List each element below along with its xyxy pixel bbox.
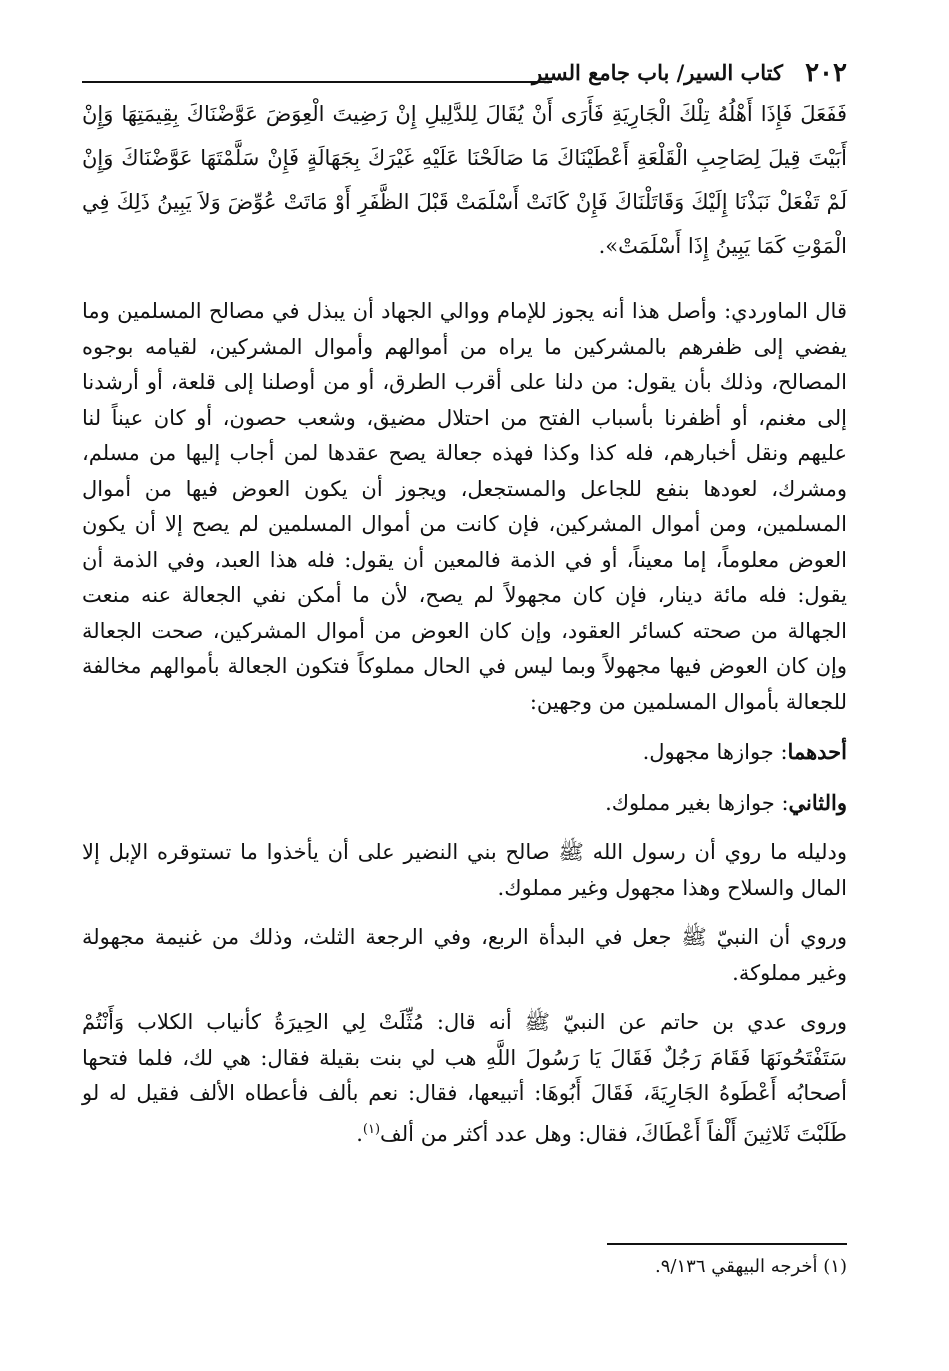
book-page: [82, 56, 847, 1336]
point-second-term: والثاني: [788, 789, 847, 815]
point-second-text: : جوازها بغير مملوك.: [605, 790, 789, 815]
page-header: [82, 56, 847, 90]
paragraph-end-dot: .: [356, 1121, 363, 1146]
running-title: كتاب السير/ باب جامع السير: [531, 60, 783, 85]
point-second: [82, 785, 847, 822]
footnote-rule: [607, 1243, 847, 1245]
point-first-term: أحدهما: [787, 739, 847, 764]
paragraph-evidence-adi-text: وروى عدي بن حاتم عن النبيّ ﷺ أنه قال: مُثِّلَتْ لِي الحِيرَةُ كأنياب الكلاب وَأَنْتُمْ سَتَفْتَحُونَهَا فَقَامَ رَجُلٌ فَقَالَ يَا رَسُولَ اللَّهِ هب لي بنت بقيلة فقال: هي لك، فلما فتحها أصحابُه أَعْطَوهُ الجَارِيَةَ، فَقَالَ أَبُوهَا: أتبيعها، فقال: نعم بألف فأعطاه الألف فقيل له لو طَلَبْتَ ثَلاثِينَ أَلْفاً أَعْطَاكَ، فقال: وهل عدد أكثر من ألف: [82, 1010, 847, 1146]
paragraph-evidence-nadir: ودليله ما روي أن رسول الله ﷺ صالح بني النضير على أن يأخذوا ما تستوقره الإبل إلا المال والسلاح وهذا مجهول وغير مملوك.: [82, 840, 847, 900]
paragraph-evidence-adi: [82, 1005, 847, 1152]
point-first: [82, 734, 847, 771]
hadith-quote: فَفَعَلَ فَإِذَا أَهْلُهُ تِلْكَ الْجَارِيَةِ فَأَرَى أَنْ يُقَالَ لِلدَّلِيلِ إِنْ رَضِيتَ الْعِوَضَ عَوَّضْنَاكَ بِقِيمَتِهَا وَإِنْ أَبَيْتَ قِيلَ لِصَاحِبِ الْقَلْعَةِ أَعْطَيْنَاكَ مَا صَالَحْنَا عَلَيْهِ غَيْرَكَ بِجَهَالَةٍ فَإِنْ سَلَّمْتَهَا عَوَّضْنَاكَ وَإِنْ لَمْ تَفْعَلْ نَبَذْنَا إِلَيْكَ وَقَاتَلْنَاكَ فَإِنْ كَانَتْ أَسْلَمَتْ قَبْلَ الظَّفَرِ أَوْ مَاتَتْ عُوِّضَ وَلاَ يَبِينُ ذَلِكَ فِي الْمَوْتِ كَمَا يَبِينُ إِذَا أَسْلَمَتْ».: [82, 102, 847, 258]
footnote: (١) أخرجه البيهقي ٩/١٣٦.: [655, 1256, 847, 1277]
page-number: ٢٠٢: [805, 58, 847, 88]
point-first-text: : جوازها مجهول.: [642, 740, 788, 764]
footnote-marker: (١): [362, 1121, 381, 1137]
paragraph-evidence-badaa: وروي أن النبيّ ﷺ جعل في البدأة الربع، وفي الرجعة الثلث، وذلك من غنيمة مجهولة وغير مملوكة.: [82, 925, 847, 985]
header-rule: [82, 81, 552, 83]
paragraph-mawardi: قال الماوردي: وأصل هذا أنه يجوز للإمام ووالي الجهاد أن يبذل في مصالح المسلمين وما يفضي إلى ظفرهم بالمشركين ما يراه من أموالهم وأموال المشركين، لقيامه بوجوه المصالح، وذلك بأن يقول: من دلنا على أقرب الطرق، أو من أوصلنا إلى قلعة، أو أرشدنا إلى مغنم، أو أظفرنا بأسباب الفتح من احتلال مضيق، وشعب حصون، أو كان عيناً لنا عليهم ونقل أخبارهم، فله كذا وكذا فهذه جعالة يصح عقدها لمن أجاب إليها من مسلم، ومشرك، لعودها بنفع للجاعل والمستجعل، ويجوز أن يكون العوض فيها من أموال المسلمين، ومن أموال المشركين، فإن كانت من أموال المسلمين لم يصح إلا أن يكون العوض معلوماً، إما معيناً، أو في الذمة فالمعين أن يقول: فله هذا العبد، وفي الذمة أن يقول: فله مائة دينار، فإن كان مجهولاً لم يصح، لأن ما أمكن نفي الجعالة عنه منعت الجهالة من صحته كسائر العقود، وإن كان العوض من أموال المشركين، صحت الجعالة وإن كان العوض فيها مجهولاً وبما ليس في الحال مملوكاً فتكون الجعالة بأموالهم مخالفة للجعالة بأموال المسلمين من وجهين:: [82, 299, 847, 714]
